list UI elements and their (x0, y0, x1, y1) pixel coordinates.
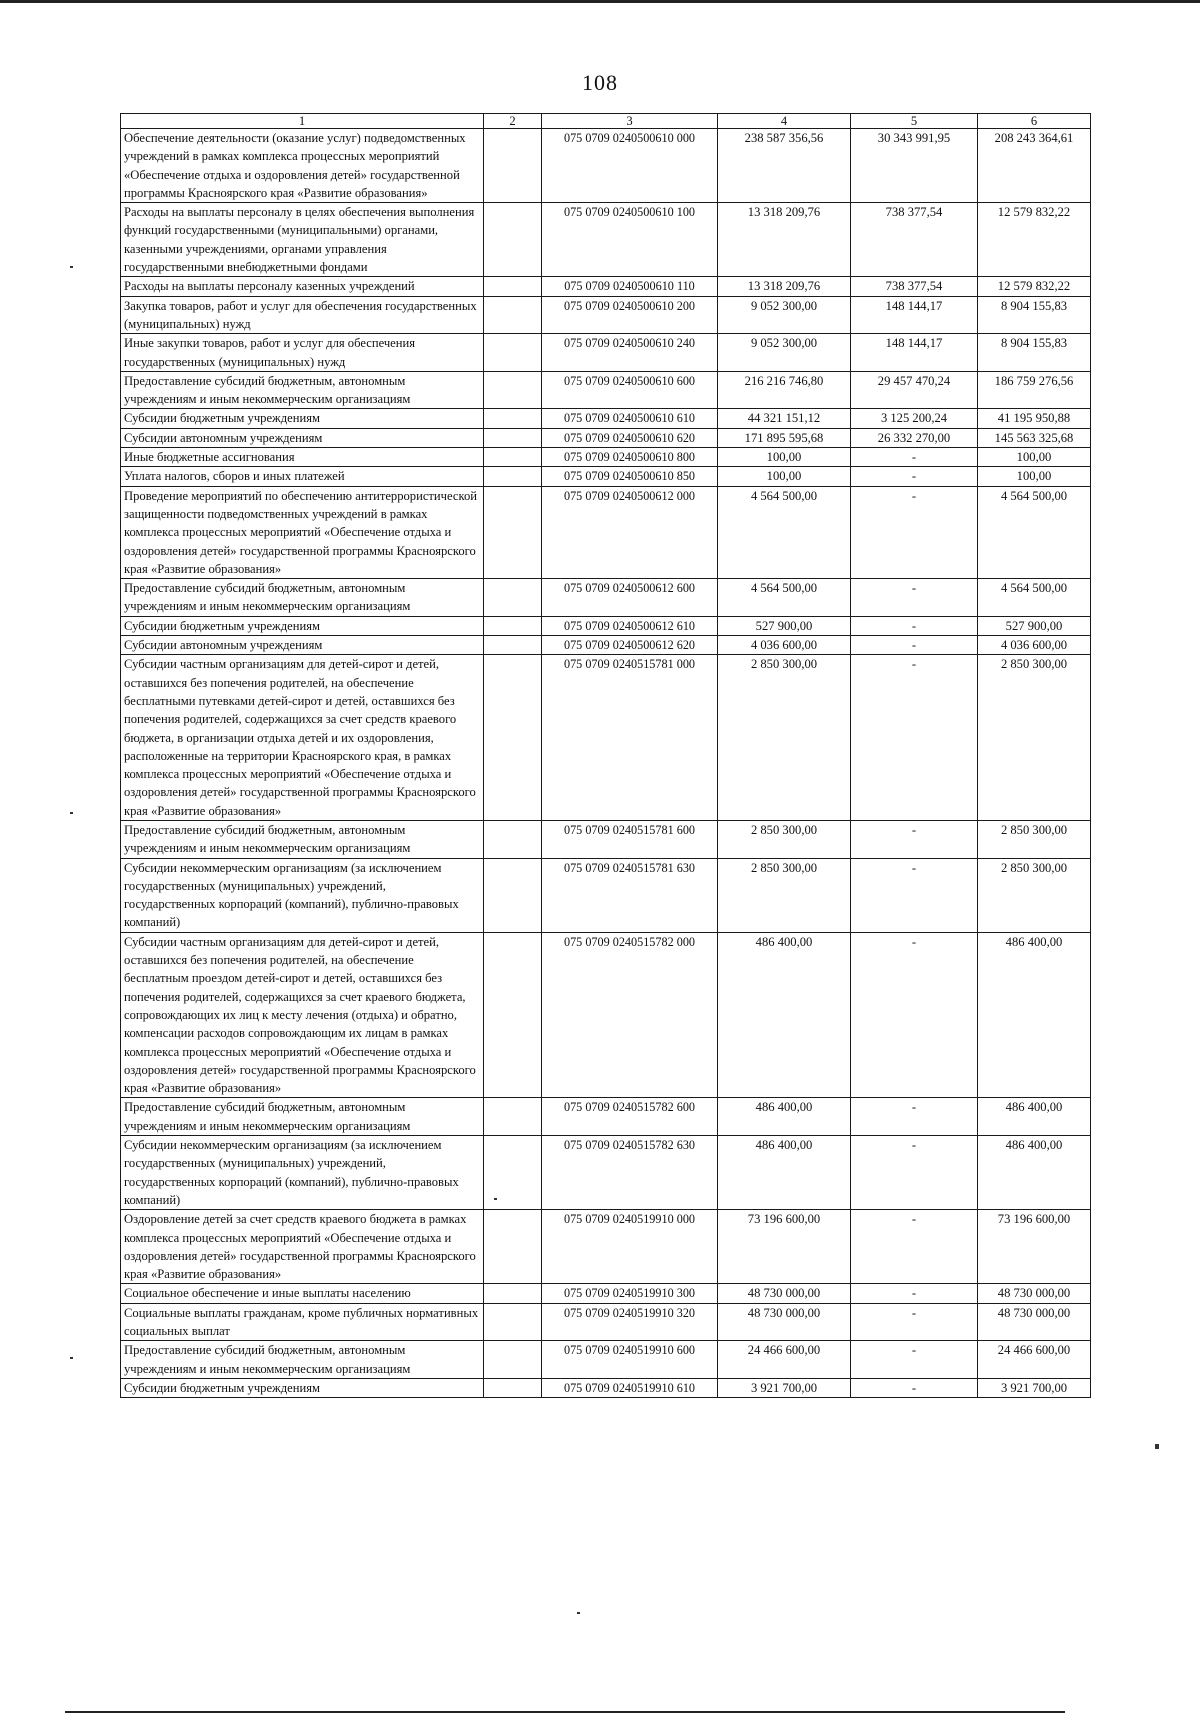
row-col2 (484, 1098, 542, 1136)
row-amount-5: - (851, 1303, 978, 1341)
table-row (121, 616, 1091, 635)
table-row (121, 636, 1091, 655)
row-amount-6: 73 196 600,00 (978, 1210, 1091, 1284)
row-amount-6: 48 730 000,00 (978, 1303, 1091, 1341)
row-amount-5: 738 377,54 (851, 203, 978, 277)
row-amount-6: 2 850 300,00 (978, 820, 1091, 858)
row-amount-5: - (851, 655, 978, 821)
row-amount-5: - (851, 467, 978, 486)
table-row (121, 1378, 1091, 1397)
table-row (121, 932, 1091, 1098)
row-code: 075 0709 0240500610 610 (542, 409, 718, 428)
row-amount-4: 3 921 700,00 (718, 1378, 851, 1397)
row-name: Субсидии бюджетным учреждениям (121, 409, 484, 428)
row-col2 (484, 858, 542, 932)
row-code: 075 0709 0240500610 100 (542, 203, 718, 277)
scan-speck (70, 266, 73, 268)
row-code: 075 0709 0240500610 600 (542, 371, 718, 409)
table-row (121, 655, 1091, 821)
column-number-row (121, 114, 1091, 129)
column-header: 1 (121, 114, 484, 129)
budget-table (120, 113, 1091, 1398)
row-amount-6: 12 579 832,22 (978, 203, 1091, 277)
row-amount-5: - (851, 616, 978, 635)
table-row (121, 296, 1091, 334)
table-body (121, 114, 1091, 1398)
column-header: 2 (484, 114, 542, 129)
row-name: Социальные выплаты гражданам, кроме публичных нормативных социальных выплат (121, 1303, 484, 1341)
row-col2 (484, 334, 542, 372)
row-col2 (484, 616, 542, 635)
row-code: 075 0709 0240515782 000 (542, 932, 718, 1098)
row-code: 075 0709 0240515782 630 (542, 1136, 718, 1210)
table-row (121, 1136, 1091, 1210)
row-amount-4: 48 730 000,00 (718, 1284, 851, 1303)
row-amount-5: - (851, 636, 978, 655)
row-code: 075 0709 0240515781 000 (542, 655, 718, 821)
row-col2 (484, 428, 542, 447)
row-name: Предоставление субсидий бюджетным, автономным учреждениям и иным некоммерческим организациям (121, 1098, 484, 1136)
row-amount-6: 4 036 600,00 (978, 636, 1091, 655)
row-amount-5: - (851, 932, 978, 1098)
row-amount-4: 100,00 (718, 448, 851, 467)
row-name: Уплата налогов, сборов и иных платежей (121, 467, 484, 486)
row-col2 (484, 655, 542, 821)
row-amount-4: 4 564 500,00 (718, 486, 851, 578)
table-row (121, 1303, 1091, 1341)
row-amount-4: 13 318 209,76 (718, 203, 851, 277)
row-code: 075 0709 0240515782 600 (542, 1098, 718, 1136)
table-row (121, 820, 1091, 858)
row-col2 (484, 1303, 542, 1341)
row-code: 075 0709 0240500610 110 (542, 277, 718, 296)
table-row (121, 858, 1091, 932)
row-amount-6: 8 904 155,83 (978, 296, 1091, 334)
row-amount-4: 4 036 600,00 (718, 636, 851, 655)
column-header: 5 (851, 114, 978, 129)
row-col2 (484, 636, 542, 655)
row-amount-5: - (851, 858, 978, 932)
row-amount-5: 3 125 200,24 (851, 409, 978, 428)
row-amount-4: 100,00 (718, 467, 851, 486)
row-amount-4: 2 850 300,00 (718, 858, 851, 932)
row-name: Предоставление субсидий бюджетным, автономным учреждениям и иным некоммерческим организациям (121, 1341, 484, 1379)
row-amount-5: 148 144,17 (851, 334, 978, 372)
row-amount-6: 486 400,00 (978, 1098, 1091, 1136)
row-code: 075 0709 0240500610 850 (542, 467, 718, 486)
scan-speck (70, 1357, 73, 1359)
row-amount-5: - (851, 1284, 978, 1303)
row-amount-4: 44 321 151,12 (718, 409, 851, 428)
table-row (121, 409, 1091, 428)
table-row (121, 486, 1091, 578)
table-row (121, 1284, 1091, 1303)
row-amount-4: 9 052 300,00 (718, 296, 851, 334)
row-code: 075 0709 0240515781 630 (542, 858, 718, 932)
row-amount-5: 30 343 991,95 (851, 129, 978, 203)
row-amount-5: - (851, 1210, 978, 1284)
row-amount-6: 48 730 000,00 (978, 1284, 1091, 1303)
row-amount-6: 208 243 364,61 (978, 129, 1091, 203)
row-amount-4: 9 052 300,00 (718, 334, 851, 372)
row-amount-6: 12 579 832,22 (978, 277, 1091, 296)
row-col2 (484, 277, 542, 296)
row-amount-5: - (851, 486, 978, 578)
scan-speck (1155, 1444, 1159, 1449)
row-col2 (484, 1378, 542, 1397)
row-amount-4: 486 400,00 (718, 932, 851, 1098)
row-code: 075 0709 0240500612 620 (542, 636, 718, 655)
row-col2 (484, 579, 542, 617)
row-amount-6: 2 850 300,00 (978, 655, 1091, 821)
row-amount-5: - (851, 579, 978, 617)
row-amount-4: 486 400,00 (718, 1136, 851, 1210)
row-col2 (484, 467, 542, 486)
row-amount-5: - (851, 448, 978, 467)
row-amount-4: 2 850 300,00 (718, 820, 851, 858)
row-amount-4: 73 196 600,00 (718, 1210, 851, 1284)
table-row (121, 467, 1091, 486)
row-amount-6: 186 759 276,56 (978, 371, 1091, 409)
scan-speck (577, 1612, 580, 1614)
row-amount-4: 486 400,00 (718, 1098, 851, 1136)
row-amount-4: 171 895 595,68 (718, 428, 851, 447)
row-name: Расходы на выплаты персоналу в целях обеспечения выполнения функций государственными (муниципальными) органами, казенными учреждениями, органами управления государственными внебюджетными фондами (121, 203, 484, 277)
table-row (121, 579, 1091, 617)
row-code: 075 0709 0240500610 000 (542, 129, 718, 203)
row-amount-6: 2 850 300,00 (978, 858, 1091, 932)
row-amount-4: 4 564 500,00 (718, 579, 851, 617)
row-col2 (484, 932, 542, 1098)
row-name: Социальное обеспечение и иные выплаты населению (121, 1284, 484, 1303)
row-amount-4: 48 730 000,00 (718, 1303, 851, 1341)
row-amount-6: 4 564 500,00 (978, 579, 1091, 617)
table-row (121, 203, 1091, 277)
table-row (121, 1341, 1091, 1379)
row-code: 075 0709 0240519910 320 (542, 1303, 718, 1341)
scan-speck (494, 1198, 497, 1200)
row-amount-6: 145 563 325,68 (978, 428, 1091, 447)
row-amount-6: 100,00 (978, 467, 1091, 486)
row-code: 075 0709 0240515781 600 (542, 820, 718, 858)
row-name: Субсидии частным организациям для детей-сирот и детей, оставшихся без попечения родителей, на обеспечение бесплатными путевками детей-сирот и детей, оставшихся без попечения родителей, содержащихся за счет средств краевого бюджета, в организации отдыха детей и их оздоровления, расположенные на территории Красноярского края, в рамках комплекса процессных мероприятий «Обеспечение отдыха и оздоровления детей» государственной программы Красноярского края «Развитие образования» (121, 655, 484, 821)
row-code: 075 0709 0240500610 800 (542, 448, 718, 467)
row-amount-4: 238 587 356,56 (718, 129, 851, 203)
row-amount-6: 486 400,00 (978, 932, 1091, 1098)
scan-speck (70, 812, 73, 814)
column-header: 4 (718, 114, 851, 129)
row-col2 (484, 1341, 542, 1379)
row-col2 (484, 409, 542, 428)
row-amount-4: 2 850 300,00 (718, 655, 851, 821)
row-code: 075 0709 0240500610 240 (542, 334, 718, 372)
row-name: Субсидии некоммерческим организациям (за исключением государственных (муниципальных) учреждений, государственных корпораций (компаний), публично-правовых компаний) (121, 1136, 484, 1210)
row-name: Закупка товаров, работ и услуг для обеспечения государственных (муниципальных) нужд (121, 296, 484, 334)
row-code: 075 0709 0240500612 000 (542, 486, 718, 578)
row-code: 075 0709 0240500610 620 (542, 428, 718, 447)
row-code: 075 0709 0240500610 200 (542, 296, 718, 334)
table-row (121, 1210, 1091, 1284)
row-amount-4: 216 216 746,80 (718, 371, 851, 409)
row-name: Иные бюджетные ассигнования (121, 448, 484, 467)
row-amount-6: 527 900,00 (978, 616, 1091, 635)
row-col2 (484, 1284, 542, 1303)
row-name: Предоставление субсидий бюджетным, автономным учреждениям и иным некоммерческим организациям (121, 579, 484, 617)
row-col2 (484, 371, 542, 409)
row-amount-6: 3 921 700,00 (978, 1378, 1091, 1397)
row-amount-5: 148 144,17 (851, 296, 978, 334)
row-amount-5: 738 377,54 (851, 277, 978, 296)
row-amount-6: 24 466 600,00 (978, 1341, 1091, 1379)
row-name: Проведение мероприятий по обеспечению антитеррористической защищенности подведомственных учреждений в рамках комплекса процессных мероприятий «Обеспечение отдыха и оздоровления детей» государственной программы Красноярского края «Развитие образования» (121, 486, 484, 578)
table-row (121, 448, 1091, 467)
row-name: Субсидии бюджетным учреждениям (121, 616, 484, 635)
row-name: Расходы на выплаты персоналу казенных учреждений (121, 277, 484, 296)
row-col2 (484, 1136, 542, 1210)
column-header: 3 (542, 114, 718, 129)
row-col2 (484, 203, 542, 277)
row-amount-4: 24 466 600,00 (718, 1341, 851, 1379)
table-row (121, 129, 1091, 203)
table-row (121, 371, 1091, 409)
row-amount-4: 527 900,00 (718, 616, 851, 635)
row-name: Субсидии частным организациям для детей-сирот и детей, оставшихся без попечения родителей, на обеспечение бесплатным проездом детей-сирот и детей, оставшихся без попечения родителей, содержащихся за счет краевого бюджета, сопровождающих их лиц к месту лечения (отдыха) и обратно, компенсации расходов сопровождающим их лицам в рамках комплекса процессных мероприятий «Обеспечение отдыха и оздоровления детей» государственной программы Красноярского края «Развитие образования» (121, 932, 484, 1098)
row-amount-6: 8 904 155,83 (978, 334, 1091, 372)
row-code: 075 0709 0240500612 610 (542, 616, 718, 635)
table-row (121, 428, 1091, 447)
row-code: 075 0709 0240519910 300 (542, 1284, 718, 1303)
row-col2 (484, 296, 542, 334)
row-code: 075 0709 0240519910 610 (542, 1378, 718, 1397)
row-amount-6: 486 400,00 (978, 1136, 1091, 1210)
row-amount-5: - (851, 1098, 978, 1136)
row-name: Субсидии бюджетным учреждениям (121, 1378, 484, 1397)
row-col2 (484, 1210, 542, 1284)
page-number: 108 (582, 70, 618, 95)
row-amount-5: - (851, 1378, 978, 1397)
row-code: 075 0709 0240519910 600 (542, 1341, 718, 1379)
row-name: Субсидии некоммерческим организациям (за исключением государственных (муниципальных) учреждений, государственных корпораций (компаний), публично-правовых компаний) (121, 858, 484, 932)
bottom-scan-edge (65, 1711, 1065, 1713)
row-amount-6: 41 195 950,88 (978, 409, 1091, 428)
row-name: Субсидии автономным учреждениям (121, 428, 484, 447)
top-scan-edge (0, 0, 1200, 3)
row-code: 075 0709 0240500612 600 (542, 579, 718, 617)
table-row (121, 334, 1091, 372)
row-name: Иные закупки товаров, работ и услуг для обеспечения государственных (муниципальных) нужд (121, 334, 484, 372)
row-name: Субсидии автономным учреждениям (121, 636, 484, 655)
row-name: Предоставление субсидий бюджетным, автономным учреждениям и иным некоммерческим организациям (121, 371, 484, 409)
row-amount-5: - (851, 1136, 978, 1210)
row-col2 (484, 820, 542, 858)
table-row (121, 277, 1091, 296)
row-name: Обеспечение деятельности (оказание услуг) подведомственных учреждений в рамках комплекса процессных мероприятий «Обеспечение отдыха и оздоровления детей» государственной программы Красноярского края «Развитие образования» (121, 129, 484, 203)
row-col2 (484, 448, 542, 467)
table-row (121, 1098, 1091, 1136)
row-col2 (484, 486, 542, 578)
row-name: Предоставление субсидий бюджетным, автономным учреждениям и иным некоммерческим организациям (121, 820, 484, 858)
column-header: 6 (978, 114, 1091, 129)
row-code: 075 0709 0240519910 000 (542, 1210, 718, 1284)
row-amount-5: 29 457 470,24 (851, 371, 978, 409)
row-amount-5: - (851, 1341, 978, 1379)
row-name: Оздоровление детей за счет средств краевого бюджета в рамках комплекса процессных мероприятий «Обеспечение отдыха и оздоровления детей» государственной программы Красноярского края «Развитие образования» (121, 1210, 484, 1284)
row-amount-5: 26 332 270,00 (851, 428, 978, 447)
row-amount-5: - (851, 820, 978, 858)
row-amount-4: 13 318 209,76 (718, 277, 851, 296)
row-amount-6: 100,00 (978, 448, 1091, 467)
row-col2 (484, 129, 542, 203)
row-amount-6: 4 564 500,00 (978, 486, 1091, 578)
